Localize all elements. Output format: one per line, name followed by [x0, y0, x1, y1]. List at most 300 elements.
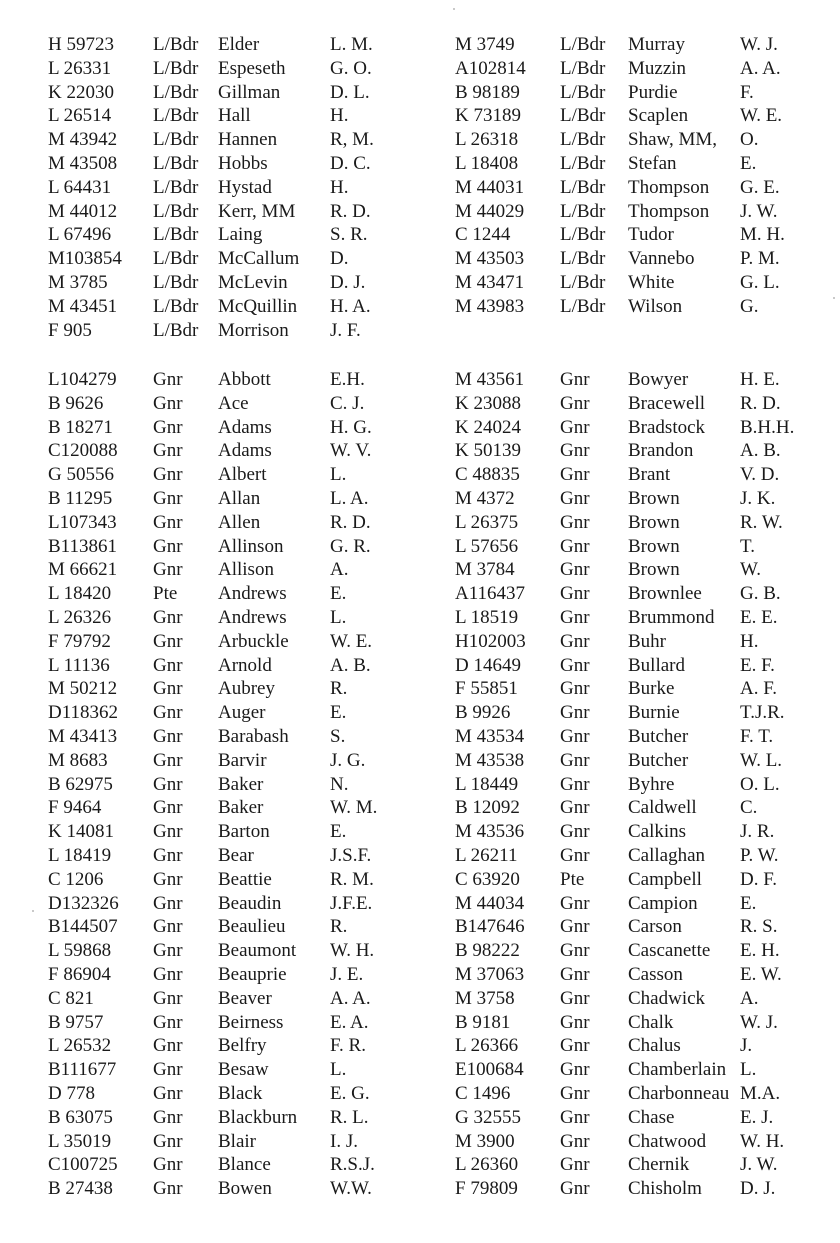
- surname: Espeseth: [218, 57, 286, 79]
- rank: Gnr: [153, 773, 183, 795]
- rank: Gnr: [560, 464, 590, 486]
- service-number: L 18408: [455, 153, 519, 174]
- surname: Carson: [628, 916, 682, 938]
- service-number: H102003: [455, 630, 526, 652]
- initials: A. B.: [740, 440, 781, 462]
- roster-row: [0, 1153, 840, 1177]
- rank: L/Bdr: [153, 176, 199, 198]
- surname: Brant: [628, 464, 671, 486]
- service-number: H 59723: [48, 34, 114, 55]
- rank: Pte: [153, 583, 178, 605]
- service-number: K 22030: [48, 81, 114, 103]
- initials: H.: [330, 105, 349, 127]
- surname: Bullard: [628, 654, 685, 676]
- service-number: M 3758: [455, 987, 515, 1009]
- rank: Gnr: [153, 630, 183, 652]
- initials: E. J.: [740, 1106, 774, 1128]
- rank: Gnr: [560, 630, 590, 652]
- surname: Thompson: [628, 176, 710, 198]
- rank: Gnr: [153, 511, 183, 533]
- surname: McCallum: [218, 248, 300, 270]
- initials: R. D.: [740, 392, 781, 414]
- initials: R.: [330, 678, 348, 700]
- rank: Gnr: [153, 821, 183, 843]
- rank: L/Bdr: [153, 105, 199, 127]
- service-number: C 63920: [455, 868, 520, 890]
- service-number: M 43538: [455, 749, 525, 771]
- initials: C. J.: [330, 392, 365, 414]
- initials: A.: [740, 987, 759, 1009]
- roster-row: [0, 892, 840, 916]
- surname: Morrison: [218, 319, 289, 341]
- surname: Elder: [218, 34, 260, 55]
- rank: Gnr: [560, 987, 590, 1009]
- roster-row: [0, 1011, 840, 1035]
- surname: Scaplen: [628, 105, 689, 127]
- roster-row: [0, 368, 840, 392]
- surname: Laing: [218, 224, 263, 246]
- rank: Gnr: [560, 678, 590, 700]
- roster-row: [0, 511, 840, 535]
- rank: L/Bdr: [560, 105, 606, 127]
- service-number: C 48835: [455, 464, 520, 486]
- initials: J. F.: [330, 319, 361, 341]
- surname: Brown: [628, 559, 680, 581]
- service-number: B 12092: [455, 797, 520, 819]
- rank: Gnr: [560, 821, 590, 843]
- service-number: F 86904: [48, 964, 111, 985]
- initials: F.: [740, 81, 754, 103]
- surname: Barvir: [218, 749, 267, 771]
- service-number: D 778: [48, 1083, 95, 1104]
- initials: L.: [740, 1059, 757, 1081]
- surname: Chamberlain: [628, 1059, 727, 1081]
- service-number: L 26375: [455, 511, 519, 533]
- surname: Barabash: [218, 726, 289, 747]
- service-number: B113861: [48, 535, 117, 557]
- initials: J. W.: [740, 1154, 778, 1176]
- surname: Auger: [218, 702, 266, 724]
- initials: O. L.: [740, 773, 780, 795]
- surname: Vannebo: [628, 248, 695, 270]
- scan-speck: [453, 8, 455, 10]
- roster-row: [0, 987, 840, 1011]
- service-number: B 63075: [48, 1106, 113, 1128]
- initials: H. E.: [740, 369, 780, 390]
- initials: P. W.: [740, 845, 779, 866]
- service-number: D 14649: [455, 654, 521, 676]
- rank: Gnr: [153, 369, 183, 390]
- service-number: K 50139: [455, 440, 521, 462]
- service-number: B 9757: [48, 1011, 104, 1033]
- initials: G.: [740, 295, 759, 317]
- rank: L/Bdr: [560, 248, 606, 270]
- surname: Adams: [218, 440, 272, 462]
- surname: Bracewell: [628, 392, 706, 414]
- rank: Gnr: [560, 749, 590, 771]
- surname: Campion: [628, 892, 698, 914]
- surname: Brownlee: [628, 583, 702, 605]
- surname: Chalus: [628, 1035, 681, 1057]
- service-number: M 43536: [455, 821, 525, 843]
- surname: Brummond: [628, 607, 715, 628]
- rank: Gnr: [560, 1106, 590, 1128]
- service-number: K 24024: [455, 416, 521, 438]
- roster-row: [0, 319, 840, 343]
- surname: Arnold: [218, 654, 272, 676]
- surname: Andrews: [218, 607, 287, 628]
- surname: Besaw: [218, 1059, 269, 1081]
- rank: L/Bdr: [560, 176, 606, 198]
- service-number: C120088: [48, 440, 118, 462]
- initials: W. H.: [330, 940, 375, 962]
- initials: D. L.: [330, 81, 370, 103]
- initials: D. J.: [740, 1178, 776, 1200]
- service-number: M 44012: [48, 200, 118, 222]
- roster-row: [0, 200, 840, 224]
- initials: E.: [740, 153, 757, 174]
- rank: Gnr: [153, 607, 183, 628]
- initials: G. B.: [740, 583, 781, 605]
- roster-row: [0, 606, 840, 630]
- initials: R. S.: [740, 916, 778, 938]
- roster-row: [0, 796, 840, 820]
- initials: T.J.R.: [740, 702, 785, 724]
- rank: L/Bdr: [560, 200, 606, 222]
- roster-row: [0, 271, 840, 295]
- service-number: L107343: [48, 511, 117, 533]
- initials: R. W.: [740, 511, 783, 533]
- surname: Arbuckle: [218, 630, 289, 652]
- rank: L/Bdr: [560, 153, 606, 174]
- rank: Gnr: [153, 749, 183, 771]
- service-number: M 44029: [455, 200, 525, 222]
- surname: Black: [218, 1083, 263, 1104]
- initials: M.A.: [740, 1083, 781, 1104]
- rank: Gnr: [560, 1035, 590, 1057]
- rank: Gnr: [560, 916, 590, 938]
- rank: L/Bdr: [153, 295, 199, 317]
- surname: Beaumont: [218, 940, 297, 962]
- roster-row: [0, 749, 840, 773]
- service-number: C 1244: [455, 224, 511, 246]
- rank: Gnr: [560, 369, 590, 390]
- initials: E. H.: [740, 940, 780, 962]
- initials: B.H.H.: [740, 416, 795, 438]
- initials: L. M.: [330, 34, 373, 55]
- rank: L/Bdr: [153, 153, 199, 174]
- surname: Stefan: [628, 153, 677, 174]
- service-number: M 43561: [455, 369, 525, 390]
- service-number: G 50556: [48, 464, 114, 486]
- initials: W.W.: [330, 1178, 372, 1200]
- rank: Gnr: [153, 1130, 183, 1152]
- rank: Gnr: [560, 535, 590, 557]
- initials: R. M.: [330, 868, 374, 890]
- surname: Blackburn: [218, 1106, 298, 1128]
- service-number: B 9181: [455, 1011, 511, 1033]
- surname: Bradstock: [628, 416, 706, 438]
- surname: Beauprie: [218, 964, 287, 985]
- service-number: M 43413: [48, 726, 118, 747]
- initials: E. W.: [740, 964, 782, 985]
- service-number: M 3900: [455, 1130, 515, 1152]
- initials: G. O.: [330, 57, 372, 79]
- initials: E. E.: [740, 607, 778, 628]
- surname: Beaver: [218, 987, 272, 1009]
- surname: Casson: [628, 964, 683, 985]
- initials: D. F.: [740, 868, 778, 890]
- rank: Gnr: [560, 440, 590, 462]
- service-number: M 3749: [455, 34, 515, 55]
- rank: L/Bdr: [153, 129, 199, 151]
- rank: L/Bdr: [153, 272, 199, 293]
- service-number: C 1496: [455, 1083, 511, 1104]
- roster-row: [0, 582, 840, 606]
- rank: Gnr: [560, 654, 590, 676]
- surname: Blance: [218, 1154, 271, 1176]
- surname: Brown: [628, 511, 680, 533]
- rank: Gnr: [560, 726, 590, 747]
- service-number: D132326: [48, 892, 119, 914]
- service-number: E100684: [455, 1059, 524, 1081]
- rank: Gnr: [560, 607, 590, 628]
- surname: Allinson: [218, 535, 284, 557]
- initials: R. D.: [330, 511, 371, 533]
- surname: Burke: [628, 678, 675, 700]
- surname: Baker: [218, 773, 264, 795]
- initials: P. M.: [740, 248, 780, 270]
- surname: Ace: [218, 392, 249, 414]
- service-number: B 98222: [455, 940, 520, 962]
- surname: Barton: [218, 821, 270, 843]
- service-number: M 66621: [48, 559, 118, 581]
- service-number: L104279: [48, 369, 117, 390]
- roster-row: [0, 463, 840, 487]
- initials: D.: [330, 248, 349, 270]
- initials: G. L.: [740, 272, 780, 293]
- rank: L/Bdr: [560, 295, 606, 317]
- surname: Albert: [218, 464, 267, 486]
- initials: I. J.: [330, 1130, 358, 1152]
- surname: Burnie: [628, 702, 680, 724]
- initials: A. F.: [740, 678, 778, 700]
- rank: Gnr: [560, 392, 590, 414]
- service-number: A116437: [455, 583, 526, 605]
- roster-row: [0, 295, 840, 319]
- service-number: F 55851: [455, 678, 518, 700]
- service-number: L 26331: [48, 57, 112, 79]
- service-number: B 98189: [455, 81, 520, 103]
- rank: Gnr: [560, 797, 590, 819]
- initials: J.S.F.: [330, 845, 372, 866]
- service-number: F 79809: [455, 1178, 518, 1200]
- rank: Gnr: [560, 511, 590, 533]
- initials: E. A.: [330, 1011, 369, 1033]
- initials: W. H.: [740, 1130, 785, 1152]
- roster-row: [0, 81, 840, 105]
- service-number: B 9626: [48, 392, 104, 414]
- initials: H. A.: [330, 295, 371, 317]
- initials: A. B.: [330, 654, 371, 676]
- service-number: L 18449: [455, 773, 519, 795]
- initials: J. K.: [740, 488, 776, 509]
- roster-row: [0, 725, 840, 749]
- roster-row: [0, 247, 840, 271]
- service-number: L 18419: [48, 845, 112, 866]
- rank: Gnr: [153, 987, 183, 1009]
- rank: L/Bdr: [153, 319, 199, 341]
- initials: V. D.: [740, 464, 780, 486]
- surname: Brown: [628, 535, 680, 557]
- service-number: D118362: [48, 702, 119, 724]
- roster-row: [0, 128, 840, 152]
- surname: Calkins: [628, 821, 687, 843]
- service-number: L 64431: [48, 176, 112, 198]
- service-number: M 43508: [48, 153, 118, 174]
- rank: Gnr: [560, 1178, 590, 1200]
- initials: D. J.: [330, 272, 366, 293]
- surname: Chisholm: [628, 1178, 702, 1200]
- service-number: B144507: [48, 916, 118, 938]
- initials: A.: [330, 559, 349, 581]
- surname: Cascanette: [628, 940, 711, 962]
- service-number: M 43503: [455, 248, 525, 270]
- rank: L/Bdr: [153, 200, 199, 222]
- surname: Callaghan: [628, 845, 706, 866]
- rank: L/Bdr: [153, 34, 199, 55]
- surname: Abbott: [218, 369, 271, 390]
- service-number: L 26366: [455, 1035, 519, 1057]
- initials: F. T.: [740, 726, 774, 747]
- rank: L/Bdr: [560, 129, 606, 151]
- surname: Wilson: [628, 295, 683, 317]
- initials: R. L.: [330, 1106, 369, 1128]
- rank: Gnr: [560, 559, 590, 581]
- surname: Chase: [628, 1106, 675, 1128]
- service-number: M 43534: [455, 726, 525, 747]
- rank: Gnr: [153, 845, 183, 866]
- rank: Gnr: [153, 916, 183, 938]
- surname: Allan: [218, 488, 261, 509]
- initials: L.: [330, 1059, 347, 1081]
- roster-row: [0, 152, 840, 176]
- roster-row: [0, 1058, 840, 1082]
- roster-row: [0, 939, 840, 963]
- service-number: B 18271: [48, 416, 113, 438]
- roster-row: [0, 630, 840, 654]
- surname: Bear: [218, 845, 254, 866]
- rank: Pte: [560, 868, 585, 890]
- initials: W. M.: [330, 797, 378, 819]
- service-number: K 73189: [455, 105, 521, 127]
- initials: M. H.: [740, 224, 785, 246]
- service-number: B111677: [48, 1059, 117, 1081]
- service-number: M 44031: [455, 176, 525, 198]
- service-number: B 27438: [48, 1178, 113, 1200]
- initials: W. E.: [330, 630, 373, 652]
- surname: Muzzin: [628, 57, 687, 79]
- surname: Brown: [628, 488, 680, 509]
- rank: L/Bdr: [153, 57, 199, 79]
- surname: Beaulieu: [218, 916, 286, 938]
- initials: S.: [330, 726, 346, 747]
- rank: L/Bdr: [560, 272, 606, 293]
- service-number: C 1206: [48, 868, 104, 890]
- initials: E. G.: [330, 1083, 370, 1104]
- service-number: L 26326: [48, 607, 112, 628]
- rank: Gnr: [153, 1035, 183, 1057]
- roster-row: [0, 915, 840, 939]
- service-number: M 4372: [455, 488, 515, 509]
- surname: Purdie: [628, 81, 678, 103]
- roster-row: [0, 33, 840, 57]
- surname: Aubrey: [218, 678, 275, 700]
- roster-row: [0, 57, 840, 81]
- service-number: L 26532: [48, 1035, 112, 1057]
- service-number: A102814: [455, 57, 526, 79]
- surname: McLevin: [218, 272, 288, 293]
- surname: Beattie: [218, 868, 272, 890]
- surname: Murray: [628, 34, 685, 55]
- roster-row: [0, 104, 840, 128]
- roster-row: [0, 1106, 840, 1130]
- rank: L/Bdr: [560, 224, 606, 246]
- service-number: B147646: [455, 916, 525, 938]
- initials: O.: [740, 129, 759, 151]
- initials: J. W.: [740, 200, 778, 222]
- roster-row: [0, 1034, 840, 1058]
- rank: Gnr: [560, 1011, 590, 1033]
- service-number: L 26360: [455, 1154, 519, 1176]
- roster-row: [0, 558, 840, 582]
- initials: A. A.: [330, 987, 371, 1009]
- service-number: L 26211: [455, 845, 518, 866]
- surname: Butcher: [628, 749, 689, 771]
- service-number: L 67496: [48, 224, 112, 246]
- surname: Bowen: [218, 1178, 272, 1200]
- service-number: M 37063: [455, 964, 525, 985]
- roster-row: [0, 1177, 840, 1201]
- initials: L. A.: [330, 488, 369, 509]
- service-number: L 26514: [48, 105, 112, 127]
- rank: L/Bdr: [560, 34, 606, 55]
- roster-row: [0, 392, 840, 416]
- surname: Brandon: [628, 440, 694, 462]
- initials: W. L.: [740, 749, 783, 771]
- initials: A. A.: [740, 57, 781, 79]
- surname: Beirness: [218, 1011, 284, 1033]
- service-number: B 11295: [48, 488, 113, 509]
- surname: Chalk: [628, 1011, 674, 1033]
- surname: Charbonneau: [628, 1083, 730, 1104]
- initials: H.: [740, 630, 759, 652]
- service-number: L 26318: [455, 129, 519, 151]
- surname: Allison: [218, 559, 274, 581]
- surname: Adams: [218, 416, 272, 438]
- rank: Gnr: [153, 678, 183, 700]
- initials: E.: [740, 892, 757, 914]
- rank: Gnr: [560, 1154, 590, 1176]
- roster-row: [0, 487, 840, 511]
- rank: Gnr: [153, 1154, 183, 1176]
- rank: Gnr: [560, 845, 590, 866]
- surname: Caldwell: [628, 797, 697, 819]
- surname: Allen: [218, 511, 261, 533]
- initials: E.H.: [330, 369, 365, 390]
- surname: Belfry: [218, 1035, 267, 1057]
- service-number: L 35019: [48, 1130, 112, 1152]
